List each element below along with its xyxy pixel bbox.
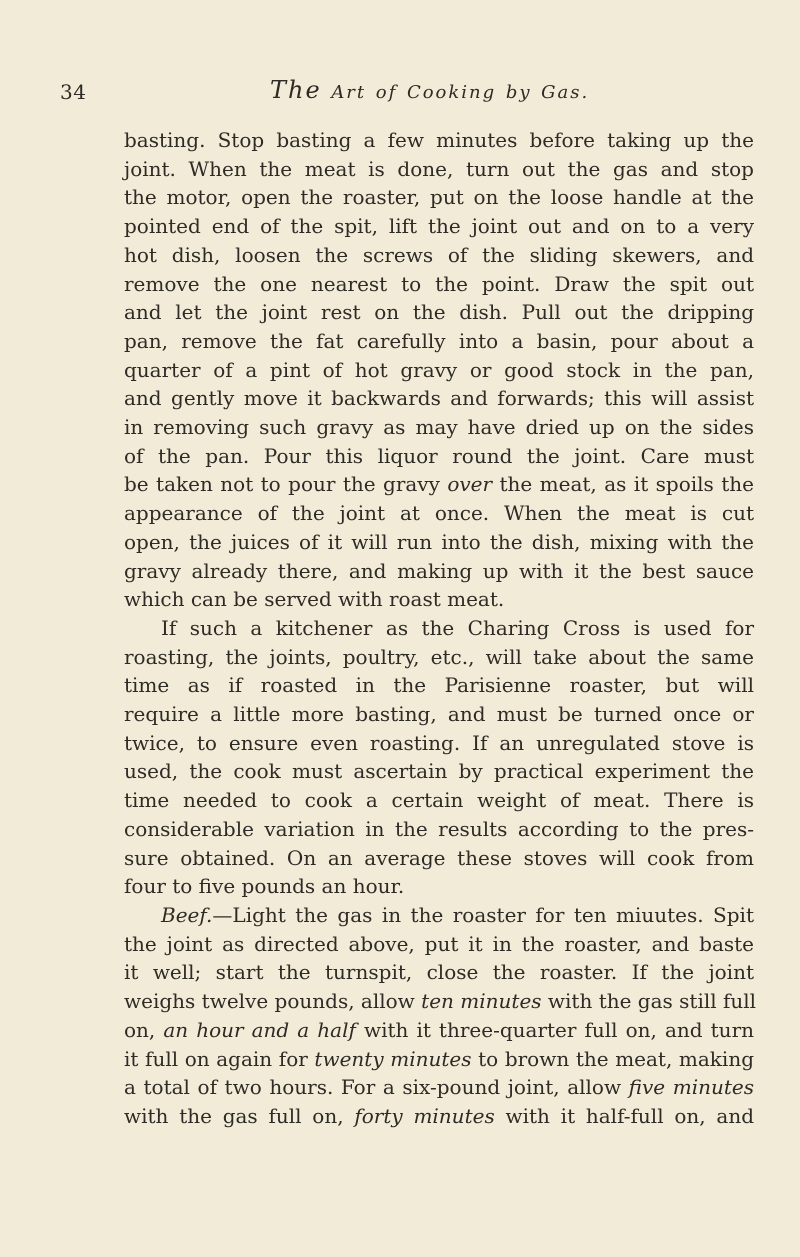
italic-text: Beef. (161, 902, 213, 927)
text-line: considerable variation in the results according to the pres- (124, 816, 754, 841)
text-line: Beef.—Light the gas in the roaster for ten miuutes. Spit (161, 902, 754, 927)
body-text (124, 126, 757, 1131)
text-line: open, the juices of it will run into the dish, mixing with the (124, 529, 754, 554)
text-line: basting. Stop basting a few minutes before taking up the (124, 128, 754, 152)
text-line: appearance of the joint at once. When the meat is cut (124, 501, 754, 526)
italic-text: five minutes (628, 1075, 754, 1100)
text-line: joint. When the meat is done, turn out the gas and stop (124, 156, 754, 181)
title-word: The (270, 76, 322, 104)
text-line: twice, to ensure even roasting. If an unregulated stove is (124, 730, 754, 755)
title-word: by (505, 82, 532, 103)
text-line: a total of two hours. For a six-pound joint, allow five minutes (124, 1075, 754, 1100)
text-line: in removing such gravy as may have dried up on the sides (124, 415, 754, 440)
text-line: on, an hour and a half with it three-quarter full on, and turn (124, 1017, 755, 1042)
title-word: Gas. (541, 82, 590, 103)
italic-text: twenty minutes (314, 1046, 472, 1071)
text-line: the joint as directed above, put it in the roaster, and baste (124, 931, 754, 956)
text-line: If such a kitchener as the Charing Cross is used for (161, 615, 754, 640)
text-line: be taken not to pour the gravy over the meat, as it spoils the (124, 472, 754, 497)
italic-text: ten minutes (421, 989, 542, 1014)
text-line: quarter of a pint of hot gravy or good stock in the pan, (124, 357, 754, 382)
italic-text: over (447, 472, 493, 497)
text-line: sure obtained. On an average these stoves will cook from (124, 845, 754, 870)
text-line: it well; start the turnspit, close the roaster. If the joint (124, 960, 754, 985)
italic-text: an hour and a half (163, 1017, 356, 1042)
text-line: with the gas full on, forty minutes with it half-full on, and (124, 1103, 755, 1128)
text-line: remove the one nearest to the point. Draw the spit out (124, 271, 754, 296)
text-line: pan, remove the fat carefully into a basin, pour about a (124, 328, 754, 353)
text-line: and let the joint rest on the dish. Pull out the dripping (124, 300, 754, 325)
title-word: Art (331, 82, 367, 103)
text-line: time needed to cook a certain weight of meat. There is (124, 788, 754, 813)
text-line: the motor, open the roaster, put on the loose handle at the (124, 185, 754, 210)
text-line: and gently move it backwards and forwards; this will assist (124, 386, 754, 411)
text-line: four to five pounds an hour. (124, 874, 405, 899)
text-line: hot dish, loosen the screws of the sliding skewers, and (124, 242, 754, 267)
text-line: require a little more basting, and must be turned once or (124, 702, 754, 727)
title-word: Cooking (406, 82, 497, 103)
text-line: of the pan. Pour this liquor round the joint. Care must (124, 443, 754, 468)
page-number: 34 (60, 80, 87, 104)
text-line: pointed end of the spit, lift the joint out and on to a very (124, 214, 754, 239)
title-word: of (375, 82, 398, 103)
italic-text: forty minutes (354, 1103, 495, 1128)
text-line: gravy already there, and making up with it the best sauce (124, 558, 754, 583)
text-line: roasting, the joints, poultry, etc., will take about the same (124, 644, 754, 669)
text-line: it full on again for twenty minutes to brown the meat, making (124, 1046, 755, 1071)
text-line: which can be served with roast meat. (124, 587, 505, 612)
text-line: weighs twelve pounds, allow ten minutes with the gas still full (124, 989, 757, 1014)
running-title (270, 76, 589, 104)
text-line: time as if roasted in the Parisienne roaster, but will (124, 673, 754, 698)
text-line: used, the cook must ascertain by practical experiment the (124, 759, 754, 784)
